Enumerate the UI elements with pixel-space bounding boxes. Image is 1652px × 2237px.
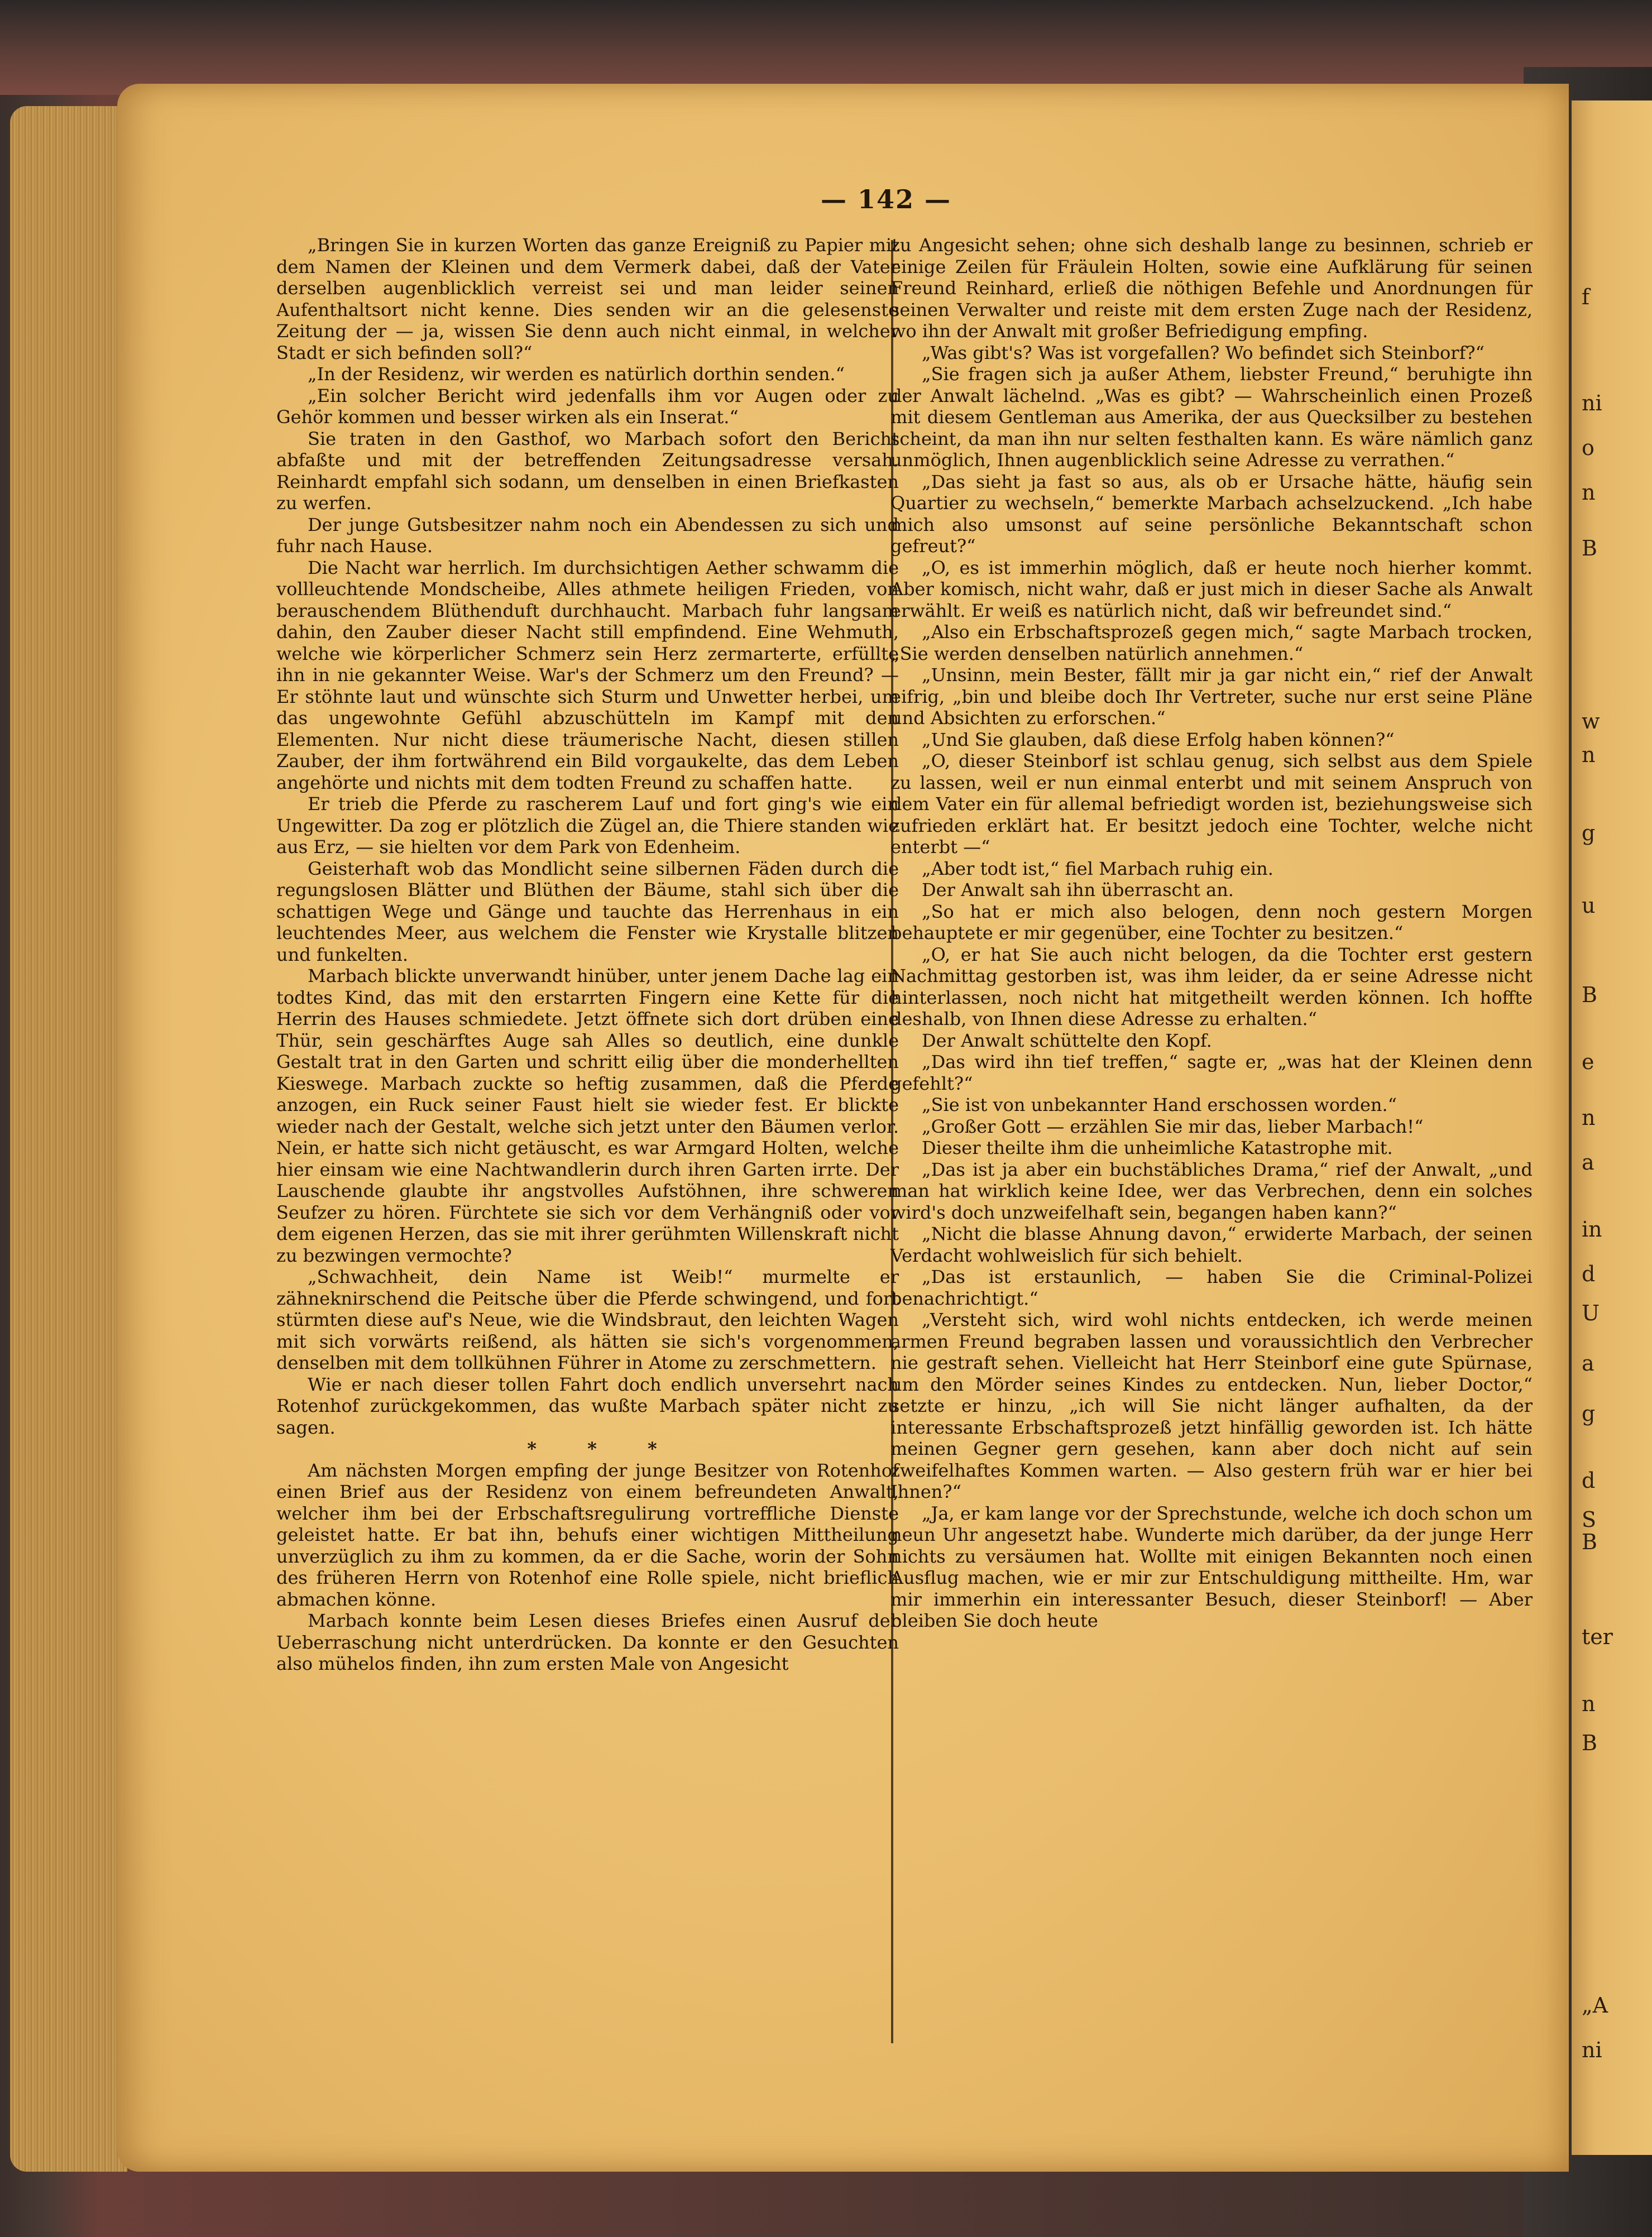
next-page-fragment: n: [1582, 1692, 1596, 1716]
next-page-fragment: a: [1582, 1351, 1594, 1376]
paragraph: „O, dieser Steinborf ist schlau genug, sich selbst aus dem Spiele zu lassen, weil er nun einmal enterbt und mit seinem Anspruch von dem Vater ein für allemal befriedigt worden ist, beziehungsweise sich zufrieden erklärt hat. Er besitzt jedoch eine Tochter, welche nicht enterbt —“: [890, 750, 1533, 858]
paragraph: Der junge Gutsbesitzer nahm noch ein Abendessen zu sich und fuhr nach Hause.: [276, 514, 899, 557]
next-page-fragment: f: [1582, 285, 1590, 309]
next-page-fragment: a: [1582, 1150, 1594, 1175]
paragraph: Er trieb die Pferde zu rascherem Lauf und fort ging's wie ein Ungewitter. Da zog er plötzlich die Zügel an, die Thiere standen wie aus Erz, — sie hielten vor dem Park von Edenheim.: [276, 793, 899, 858]
book-cover-top-edge: [0, 0, 1652, 95]
paragraph: „Sie fragen sich ja außer Athem, liebster Freund,“ beruhigte ihn der Anwalt lächelnd. „Was es gibt? — Wahrscheinlich einen Prozeß mit diesem Gentleman aus Amerika, der aus Quecksilber zu bestehen scheint, da man ihn nur selten festhalten kann. Es wäre nämlich ganz unmöglich, Ihnen augenblicklich seine Adresse zu verrathen.“: [890, 363, 1533, 471]
next-page-fragment: u: [1582, 893, 1596, 918]
next-page-fragment: d: [1582, 1262, 1596, 1286]
next-page-edge: [1572, 100, 1652, 2155]
paragraph: „Was gibt's? Was ist vorgefallen? Wo befindet sich Steinborf?“: [922, 342, 1485, 363]
paragraph: „Das wird ihn tief treffen,“ sagte er, „was hat der Kleinen denn gefehlt?“: [890, 1051, 1533, 1094]
next-page-fragment: w: [1582, 709, 1600, 734]
paragraph: „Großer Gott — erzählen Sie mir das, lieber Marbach!“: [922, 1115, 1424, 1137]
paragraph: „Aber todt ist,“ fiel Marbach ruhig ein.: [922, 858, 1273, 879]
next-page-fragment: ni: [1582, 2038, 1602, 2062]
next-page-fragment: n: [1582, 480, 1596, 505]
page-number: — 142 —: [821, 184, 952, 214]
paragraph: „Bringen Sie in kurzen Worten das ganze Ereigniß zu Papier mit dem Namen der Kleinen und dem Vermerk dabei, daß der Vater derselben augenblicklich verreist sei und man leider seinen Aufenthaltsort nicht kenne. Dies senden wir an die gelesenste Zeitung der — ja, wissen Sie denn auch nicht einmal, in welcher Stadt er sich befinden soll?“: [276, 234, 899, 363]
next-page-fragment: B: [1582, 536, 1597, 561]
right-column: [890, 234, 1533, 1632]
paragraph: Wie er nach dieser tollen Fahrt doch endlich unversehrt nach Rotenhof zurückgekommen, das wußte Marbach später nicht zu sagen.: [276, 1373, 899, 1438]
next-page-fragment: S: [1582, 1507, 1597, 1532]
next-page-fragment: d: [1582, 1468, 1596, 1493]
paragraph: „So hat er mich also belogen, denn noch gestern Morgen behauptete er mir gegenüber, eine Tochter zu besitzen.“: [890, 900, 1533, 943]
paragraph: „In der Residenz, wir werden es natürlich dorthin senden.“: [308, 363, 845, 385]
paragraph: „Das ist erstaunlich, — haben Sie die Criminal-Polizei benachrichtigt.“: [890, 1266, 1533, 1309]
paragraph: Die Nacht war herrlich. Im durchsichtigen Aether schwamm die vollleuchtende Mondscheibe, Alles athmete heiligen Frieden, von berauschendem Blüthenduft durchhaucht. Marbach fuhr langsam dahin, den Zauber dieser Nacht still empfindend. Eine Wehmuth, welche wie körperlicher Schmerz sein Herz zermarterte, erfüllte ihn in nie gekannter Weise. War's der Schmerz um den Freund? — Er stöhnte laut und wünschte sich Sturm und Unwetter herbei, um das ungewohnte Gefühl abzuschütteln im Kampf mit den Elementen. Nur nicht diese träumerische Nacht, diesen stillen Zauber, der ihm fortwährend ein Bild vorgaukelte, das dem Leben angehörte und nichts mit dem todten Freund zu schaffen hatte.: [276, 557, 899, 793]
paragraph: Marbach konnte beim Lesen dieses Briefes einen Ausruf der Ueberraschung nicht unterdrücken. Da konnte er den Gesuchten also mühelos finden, ihn zum ersten Male von Angesicht: [276, 1610, 899, 1674]
next-page-fragment: „A: [1582, 1993, 1608, 2018]
paragraph: „Unsinn, mein Bester, fällt mir ja gar nicht ein,“ rief der Anwalt eifrig, „bin und bleibe doch Ihr Vertreter, suche nur erst seine Pläne und Absichten zu erforschen.“: [890, 664, 1533, 729]
paragraph: Geisterhaft wob das Mondlicht seine silbernen Fäden durch die regungslosen Blätter und Blüthen der Bäume, stahl sich über die schattigen Wege und Gänge und tauchte das Herrenhaus in ein leuchtendes Meer, aus welchem die Fenster wie Krystalle blitzen und funkelten.: [276, 858, 899, 965]
paragraph: „Ein solcher Bericht wird jedenfalls ihm vor Augen oder zu Gehör kommen und besser wirken als ein Inserat.“: [276, 385, 899, 428]
next-page-fragment: ter: [1582, 1625, 1613, 1649]
page-stack-edge: [10, 106, 127, 2172]
paragraph: „Also ein Erbschaftsprozeß gegen mich,“ sagte Marbach trocken, „Sie werden denselben natürlich annehmen.“: [890, 621, 1533, 664]
paragraph: „Und Sie glauben, daß diese Erfolg haben können?“: [922, 729, 1395, 750]
next-page-fragment: n: [1582, 743, 1596, 767]
paragraph: Am nächsten Morgen empfing der junge Besitzer von Rotenhof einen Brief aus der Residenz von einem befreundeten Anwalt, welcher ihm bei der Erbschaftsregulirung vortreffliche Dienste geleistet hatte. Er bat ihn, behufs einer wichtigen Mittheilung unverzüglich zu ihm zu kommen, da er die Sache, worin der Sohn des früheren Herrn von Rotenhof eine Rolle spiele, nicht brieflich abmachen könne.: [276, 1459, 899, 1610]
paragraph: „O, er hat Sie auch nicht belogen, da die Tochter erst gestern Nachmittag gestorben ist, was ihm leider, da er seine Adresse nicht hinterlassen, noch nicht hat mitgetheilt werden können. Ich hoffte deshalb, von Ihnen diese Adresse zu erhalten.“: [890, 943, 1533, 1029]
section-separator: * * *: [527, 1438, 679, 1459]
paragraph: Marbach blickte unverwandt hinüber, unter jenem Dache lag ein todtes Kind, das mit den erstarrten Fingern eine Kette für die Herrin des Hauses schmiedete. Jetzt öffnete sich dort drüben eine Thür, sein geschärftes Auge sah Alles so deutlich, eine dunkle Gestalt trat in den Garten und schritt eilig über die monderhellten Kieswege. Marbach zuckte so heftig zusammen, daß die Pferde anzogen, ein Ruck seiner Faust hielt sie wieder fest. Er blickte wieder nach der Gestalt, welche sich jetzt unter den Bäumen verlor. Nein, er hatte sich nicht getäuscht, es war Armgard Holten, welche hier einsam wie eine Nachtwandlerin durch ihren Garten irrte. Der Lauschende glaubte ihr angstvolles Aufstöhnen, ihre schweren Seufzer zu hören. Fürchtete sie sich vor dem Verhängniß oder vor dem eigenen Herzen, das sie mit ihrer gerühmten Willenskraft nicht zu bezwingen vermochte?: [276, 965, 899, 1266]
next-page-fragment: B: [1582, 1731, 1597, 1755]
paragraph: Sie traten in den Gasthof, wo Marbach sofort den Bericht abfaßte und mit der betreffenden Zeitungsadresse versah. Reinhardt empfahl sich sodann, um denselben in einen Briefkasten zu werfen.: [276, 428, 899, 514]
paragraph: „Das sieht ja fast so aus, als ob er Ursache hätte, häufig sein Quartier zu wechseln,“ bemerkte Marbach achselzuckend. „Ich habe mich also umsonst auf seine persönliche Bekanntschaft schon gefreut?“: [890, 471, 1533, 557]
paragraph: „O, es ist immerhin möglich, daß er heute noch hierher kommt. Aber komisch, nicht wahr, daß er just mich in dieser Sache als Anwalt erwählt. Er weiß es natürlich nicht, daß wir befreundet sind.“: [890, 557, 1533, 621]
next-page-fragment: o: [1582, 435, 1594, 460]
paragraph: Der Anwalt schüttelte den Kopf.: [922, 1029, 1212, 1051]
next-page-fragment: n: [1582, 1105, 1596, 1130]
paragraph: „Versteht sich, wird wohl nichts entdecken, ich werde meinen armen Freund begraben lassen und voraussichtlich den Verbrecher nie gestraft sehen. Vielleicht hat Herr Steinborf eine gute Spürnase, um den Mörder seines Kindes zu entdecken. Nun, lieber Doctor,“ setzte er hinzu, „ich will Sie nicht länger aufhalten, da der interessante Erbschaftsprozeß jetzt hinfällig geworden ist. Ich hätte meinen Gegner gern gesehen, kann aber doch nicht auf sein zweifelhaftes Kommen warten. — Also gestern früh war er hier bei Ihnen?“: [890, 1309, 1533, 1502]
next-page-fragment: B: [1582, 983, 1597, 1007]
paragraph: „Sie ist von unbekannter Hand erschossen worden.“: [922, 1094, 1397, 1115]
paragraph: „Nicht die blasse Ahnung davon,“ erwiderte Marbach, der seinen Verdacht wohlweislich für sich behielt.: [890, 1223, 1533, 1266]
paragraph: Dieser theilte ihm die unheimliche Katastrophe mit.: [922, 1137, 1393, 1158]
next-page-fragment: U: [1582, 1301, 1600, 1325]
next-page-fragment: g: [1582, 1401, 1596, 1426]
paragraph: „Schwachheit, dein Name ist Weib!“ murmelte er zähneknirschend die Peitsche über die Pferde schwingend, und fort stürmten diese auf's Neue, wie die Windsbraut, den leichten Wagen mit sich vorwärts reißend, als hätten sie sich's vorgenommen, denselben mit dem tollkühnen Führer in Atome zu zerschmettern.: [276, 1266, 899, 1373]
paragraph: Der Anwalt sah ihn überrascht an.: [922, 879, 1234, 900]
next-page-fragment: in: [1582, 1217, 1602, 1242]
next-page-fragment: e: [1582, 1050, 1594, 1074]
next-page-fragment: g: [1582, 821, 1596, 845]
next-page-fragment: ni: [1582, 391, 1602, 415]
paragraph: „Ja, er kam lange vor der Sprechstunde, welche ich doch schon um neun Uhr angesetzt habe. Wunderte mich darüber, da der junge Herr nichts zu versäumen hat. Wollte mit einigen Bekannten noch einen Ausflug machen, wie er mir zur Entschuldigung mittheilte. Hm, war mir immerhin ein interessanter Besuch, dieser Steinborf! — Aber bleiben Sie doch heute: [890, 1502, 1533, 1631]
paragraph: zu Angesicht sehen; ohne sich deshalb lange zu besinnen, schrieb er einige Zeilen für Fräulein Holten, sowie eine Aufklärung für seinen Freund Reinhard, erließ die nöthigen Befehle und Anordnungen für seinen Verwalter und reiste mit dem ersten Zuge nach der Residenz, wo ihn der Anwalt mit großer Befriedigung empfing.: [890, 234, 1533, 342]
left-column: [276, 234, 899, 1675]
next-page-fragment: B: [1582, 1530, 1597, 1554]
paragraph: „Das ist ja aber ein buchstäbliches Drama,“ rief der Anwalt, „und man hat wirklich keine Idee, wer das Verbrechen, denn ein solches wird's doch unzweifelhaft sein, begangen haben kann?“: [890, 1158, 1533, 1223]
